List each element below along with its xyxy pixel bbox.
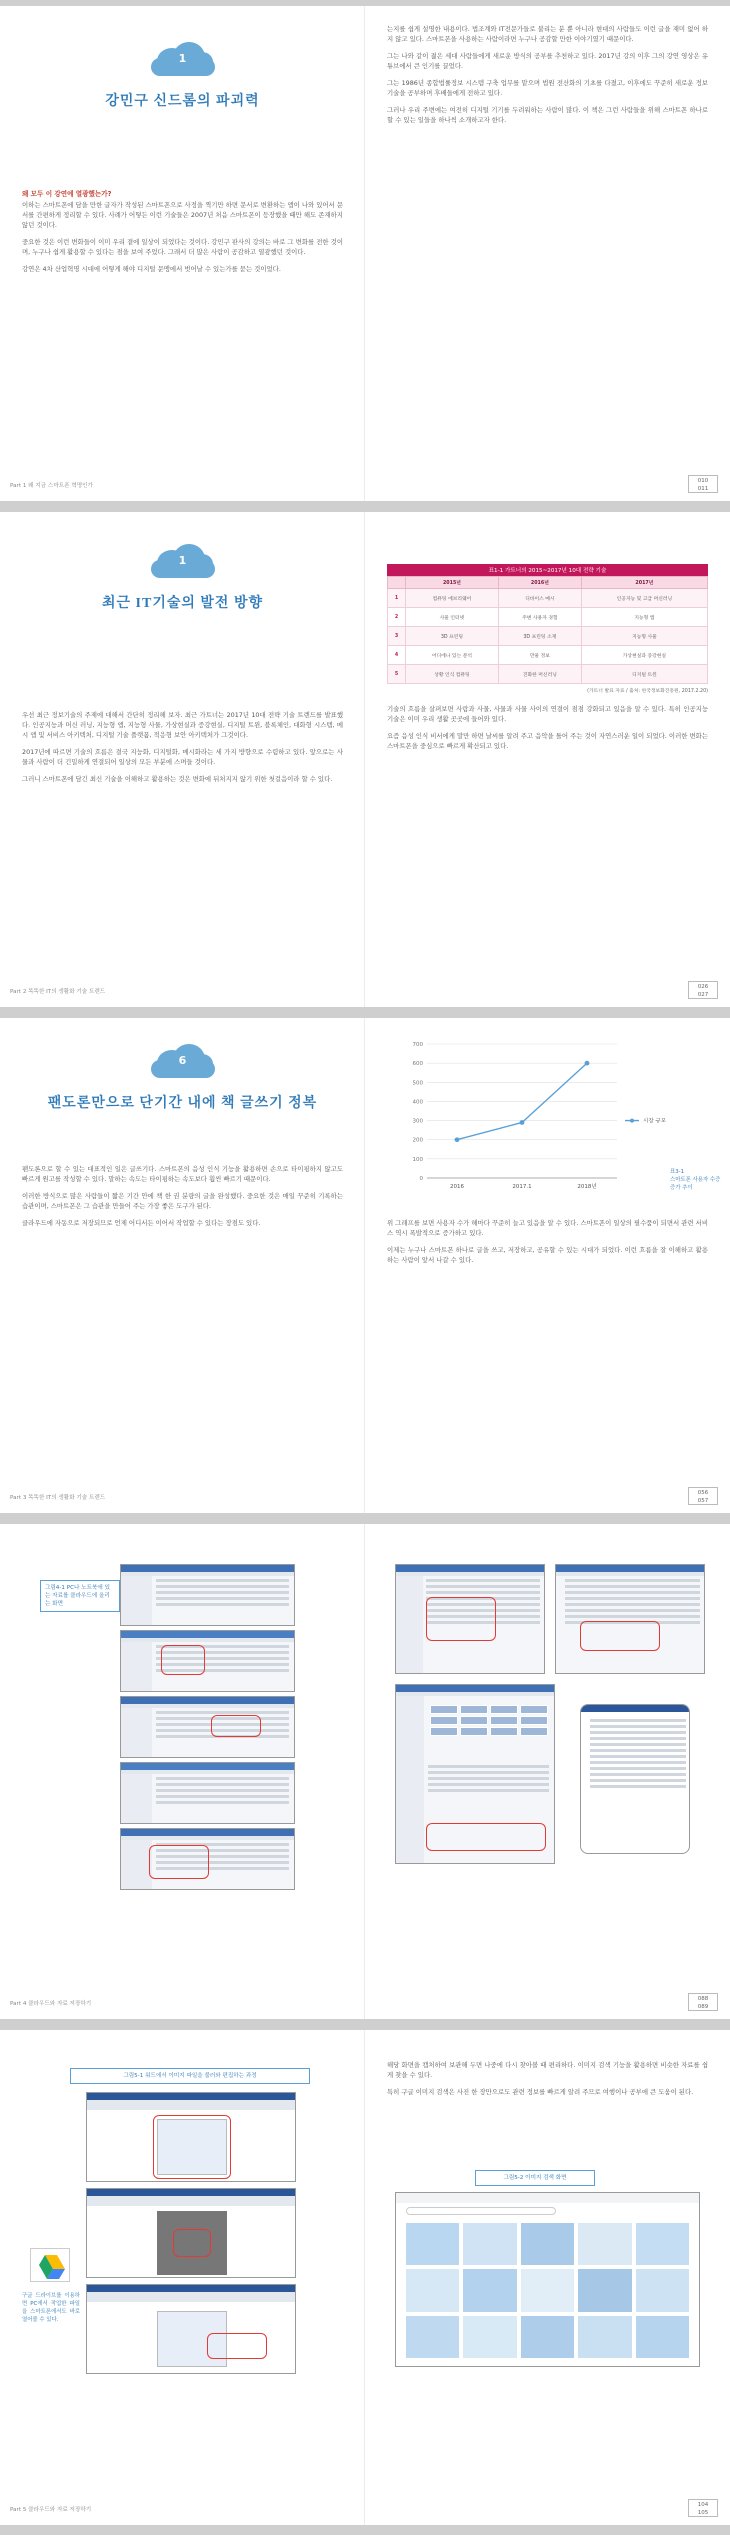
- right-page: [365, 512, 730, 1007]
- screenshot-word-1: [86, 2092, 296, 2182]
- page-number-left: 088: [697, 1996, 709, 2002]
- paragraph: 그러니 스마트폰에 담긴 최신 기술을 이해하고 활용하는 것은 변화에 뒤처지지 않기 위한 첫걸음이라 할 수 있다.: [22, 775, 333, 783]
- left-page: [0, 2030, 365, 2525]
- figure-caption: 그림5-1 워드에서 이미지 파일을 불러와 편집하는 과정: [70, 2068, 310, 2084]
- paragraph: 는지를 쉽게 설명한 내용이다. 법조계와 IT전문가들로 불리는 분 뿐 아니라 현대의 사람들도 이런 글을 재미 없어 하지 않고 있다. 스마트폰을 사용하는 사람이라면 누구나 공감할 만한 이야기였기 때문이다.: [387, 25, 708, 43]
- y-tick-label: 700: [412, 1042, 423, 1048]
- table-header: [388, 577, 406, 589]
- data-point: [520, 1120, 525, 1125]
- screenshot-drive-window: [395, 1564, 545, 1674]
- paragraph: 해당 화면을 캡처하여 보관해 두면 나중에 다시 찾아볼 때 편리하다. 이미지 검색 기능을 활용하면 비슷한 자료를 쉽게 찾을 수 있다.: [387, 2061, 708, 2079]
- table-cell: 만물 정보: [498, 646, 581, 665]
- y-tick-label: 300: [412, 1118, 423, 1125]
- screenshot-image-search: [395, 2192, 700, 2367]
- table-cell: 3: [388, 627, 406, 646]
- spread-2: [0, 512, 730, 1007]
- chapter-badge: [143, 40, 223, 84]
- paragraph: 기술의 흐름을 살펴보면 사람과 사물, 사물과 사물 사이의 연결이 점점 강화되고 있음을 알 수 있다. 특히 인공지능 기술은 이미 우리 생활 곳곳에 들어와 있다.: [387, 705, 708, 723]
- paragraph: 2017년에 따르면 기술의 흐름은 결국 지능화, 디지털화, 메시화라는 세 가지 방향으로 수렴하고 있다. 앞으로는 사물과 사람이 더 긴밀하게 연결되어 일상의 모든 부분에 스며들 것이다.: [22, 748, 343, 766]
- table-cell: 진화한 머신러닝: [498, 665, 581, 684]
- paragraph: 그러나 우리 주변에는 여전히 디지털 기기를 두려워하는 사람이 많다. 이 책은 그런 사람들을 위해 스마트폰 하나로 할 수 있는 일들을 하나씩 소개하고자 한다.: [387, 106, 708, 124]
- left-page: [0, 6, 365, 501]
- chart-caption: [670, 1168, 722, 1192]
- table-header: 2017년: [581, 577, 707, 589]
- chapter-title: 최근 IT기술의 발전 방향: [101, 596, 263, 611]
- line-chart: [387, 1030, 708, 1206]
- page-number: [688, 981, 718, 999]
- chapter-title: 강민구 신드롬의 파괴력: [105, 94, 260, 109]
- paragraph: 이제는 누구나 스마트폰 하나로 글을 쓰고, 저장하고, 공유할 수 있는 시대가 되었다. 이런 흐름을 잘 이해하고 활용하는 사람이 앞서 나갈 수 있다.: [387, 1246, 708, 1264]
- y-tick-label: 400: [412, 1099, 423, 1106]
- paragraph: 그는 1986년 종합법률정보 시스템 구축 업무를 맡으며 법원 전산화의 기초를 다졌고, 이후에도 꾸준히 새로운 정보 기술을 공부하며 후배들에게 전하고 있다.: [387, 79, 708, 97]
- screenshot-gallery: [395, 1684, 555, 1864]
- paragraph: 중요한 것은 이런 변화들이 이미 우리 곁에 일상이 되었다는 것이다. 강민구 판사의 강의는 바로 그 변화를 전한 것이며, 누구나 쉽게 활용할 수 있다는 점을 보여 주었다. 그래서 더 많은 사람이 공감하고 열광했던 것이다.: [22, 238, 343, 256]
- screenshot-word-3: [86, 2284, 296, 2374]
- table-cell: 컴퓨팅 에브리웨어: [406, 589, 499, 608]
- y-tick-label: 200: [412, 1137, 423, 1144]
- screenshot-dialog: [555, 1564, 705, 1674]
- page-number-right: 027: [697, 992, 709, 998]
- table-cell: 상황 인식 컴퓨팅: [406, 665, 499, 684]
- page-number-left: 010: [697, 478, 709, 484]
- paragraph: 이하는 스마트폰에 담을 만한 글자가 작성된 스마트폰으로 사정을 찍기만 하면 문서로 변환하는 앱이 나와 있어서 문서를 간편하게 정리할 수 있다. 사례가 어떻든 이런 기술들은 2007년 처음 스마트폰이 등장했을 때만 해도 존재하지 않던 것이다.: [22, 201, 343, 229]
- table-cell: 5: [388, 665, 406, 684]
- right-page: [365, 6, 730, 501]
- table-header: 2015년: [406, 577, 499, 589]
- paragraph: 우선 최근 정보기술의 주제에 대해서 간단히 정리해 보자. 최근 가트너는 2017년 10대 전략 기술 트렌드를 발표했다. 인공지능과 머신 러닝, 지능형 앱, 지능형 사물, 가상현실과 증강현실, 디지털 트윈, 블록체인, 대화형 시스템, 메시 앱 및 서비스 아키텍처, 디지털 기술 플랫폼, 적응형 보안 아키텍처가 그것이다.: [22, 711, 343, 739]
- paragraph: 강연은 4차 산업혁명 시대에 어떻게 해야 디지털 문맹에서 벗어날 수 있는가를 묻는 것이었다.: [22, 265, 281, 273]
- y-tick-label: 500: [412, 1080, 423, 1087]
- screenshot-files: [120, 1828, 295, 1890]
- table-cell: 지능형 앱: [581, 608, 707, 627]
- table-cell: 1: [388, 589, 406, 608]
- table-cell: 인공지능 및 고급 머신러닝: [581, 589, 707, 608]
- table-caption: 표1-1 가트너의 2015~2017년 10대 전략 기술: [387, 564, 708, 576]
- chapter-number: 1: [178, 554, 187, 567]
- screenshot-explorer: [120, 1564, 295, 1626]
- page-number-right: 105: [697, 2510, 709, 2516]
- screenshot-phone: [580, 1704, 690, 1854]
- chart-svg: [387, 1030, 708, 1206]
- screenshot-drive: [120, 1630, 295, 1692]
- table-row: [388, 627, 708, 646]
- running-footer: Part 1 왜 지금 스마트폰 혁명인가: [10, 483, 93, 489]
- x-tick-label: 2018년: [577, 1184, 597, 1190]
- table-cell: 3D 프린팅 소재: [498, 627, 581, 646]
- running-footer: Part 5 클라우드와 자료 저장하기: [10, 2507, 92, 2513]
- table-cell: 2: [388, 608, 406, 627]
- table-cell: 주변 사용자 경험: [498, 608, 581, 627]
- table-row: [388, 589, 708, 608]
- left-page: [0, 1018, 365, 1513]
- y-tick-label: 600: [412, 1061, 423, 1068]
- page-number: [688, 2499, 718, 2517]
- side-note: 구글 드라이브를 이용하면 PC에서 작업한 파일을 스마트폰에서도 바로 열어볼 수 있다.: [22, 2293, 80, 2323]
- screenshot-upload: [120, 1696, 295, 1758]
- screenshot-word-2: [86, 2188, 296, 2278]
- chapter-badge: [143, 542, 223, 586]
- page-number: [688, 1487, 718, 1505]
- table-cell: 3D 프린팅: [406, 627, 499, 646]
- table-cell: 어디에나 있는 분석: [406, 646, 499, 665]
- left-page: [0, 512, 365, 1007]
- figure-caption: 그림5-2 이미지 검색 화면: [475, 2170, 595, 2186]
- chapter-number: 1: [178, 52, 187, 65]
- data-point: [585, 1061, 590, 1066]
- right-page: [365, 1524, 730, 2019]
- y-tick-label: 0: [419, 1176, 423, 1182]
- table-cell: 디지털 트윈: [581, 665, 707, 684]
- table-cell: 4: [388, 646, 406, 665]
- paragraph: 특히 구글 이미지 검색은 사진 한 장만으로도 관련 정보를 빠르게 알려 주므로 여행이나 공부에 큰 도움이 된다.: [387, 2088, 694, 2096]
- chart-caption-title: 표3-1: [670, 1169, 685, 1175]
- x-tick-label: 2017.1: [512, 1184, 532, 1190]
- page-number-right: 089: [697, 2004, 709, 2010]
- table-row: [388, 665, 708, 684]
- page-number-left: 026: [697, 984, 709, 990]
- right-page: [365, 1018, 730, 1513]
- chapter-title: 팬도론만으로 단기간 내에 책 글쓰기 정복: [47, 1096, 318, 1111]
- chapter-badge: [143, 1042, 223, 1086]
- trend-table: [387, 576, 708, 684]
- table-cell: 디바이스 메시: [498, 589, 581, 608]
- table-source: (가트너 발표 자료 / 출처: 한국정보화진흥원, 2017.2.20): [587, 689, 708, 694]
- paragraph: 클라우드에 자동으로 저장되므로 언제 어디서든 이어서 작업할 수 있다는 장점도 있다.: [22, 1219, 261, 1227]
- spread-4: [0, 1524, 730, 2019]
- spread-3: [0, 1018, 730, 1513]
- table-header: 2016년: [498, 577, 581, 589]
- legend-marker: [630, 1119, 634, 1123]
- page-number-left: 104: [697, 2502, 709, 2508]
- table-cell: 사물 인터넷: [406, 608, 499, 627]
- page-number-right: 011: [697, 486, 709, 492]
- y-tick-label: 100: [412, 1156, 423, 1163]
- figure-callout: 그림4-1 PC나 노트북에 있는 자료를 클라우드에 올리는 화면: [40, 1580, 120, 1612]
- drive-logo: [30, 2248, 70, 2282]
- running-footer: Part 3 똑똑한 IT의 생활화 기술 트렌드: [10, 1495, 106, 1501]
- spread-5: [0, 2030, 730, 2525]
- running-footer: Part 4 클라우드와 자료 저장하기: [10, 2001, 92, 2007]
- data-point: [455, 1137, 460, 1142]
- paragraph: 팬도론으로 할 수 있는 대표적인 일은 글쓰기다. 스마트폰의 음성 인식 기능을 활용하면 손으로 타이핑하지 않고도 빠르게 원고를 작성할 수 있다. 말하는 속도는 타이핑하는 속도보다 훨씬 빠르기 때문이다.: [22, 1165, 343, 1183]
- page-number: [688, 475, 718, 493]
- x-tick-label: 2016: [450, 1184, 464, 1190]
- table-cell: 가상현실과 증강현실: [581, 646, 707, 665]
- section-heading: 왜 모두 이 강연에 열광했는가?: [22, 190, 112, 198]
- screenshot-folder: [120, 1762, 295, 1824]
- table-row: [388, 646, 708, 665]
- paragraph: 요즘 음성 인식 비서에게 말만 하면 날씨를 알려 주고 음악을 틀어 주는 것이 자연스러운 일이 되었다. 이러한 변화는 스마트폰을 중심으로 빠르게 확산되고 있다.: [387, 732, 708, 750]
- left-page: [0, 1524, 365, 2019]
- chapter-number: 6: [178, 1054, 187, 1067]
- page-number: [688, 1993, 718, 2011]
- page-number-left: 056: [697, 1490, 709, 1496]
- table-cell: 지능형 사물: [581, 627, 707, 646]
- paragraph: 그는 나와 같이 젊은 세대 사람들에게 새로운 방식의 공부를 추천하고 있다. 2017년 강의 이후 그의 강연 영상은 유튜브에서 큰 인기를 끌었다.: [387, 52, 708, 70]
- table-row: [388, 608, 708, 627]
- legend-label: 시장 규모: [643, 1118, 667, 1125]
- right-page: [365, 2030, 730, 2525]
- running-footer: Part 2 똑똑한 IT의 생활화 기술 트렌드: [10, 989, 106, 995]
- page-number-right: 057: [697, 1498, 709, 1504]
- chart-caption-text: 스마트폰 사용자 수증 증가 추이: [670, 1177, 721, 1191]
- paragraph: 위 그래프를 보면 사용자 수가 해마다 꾸준히 늘고 있음을 알 수 있다. 스마트폰이 일상의 필수품이 되면서 관련 서비스 역시 폭발적으로 증가하고 있다.: [387, 1219, 708, 1237]
- spread-1: [0, 6, 730, 501]
- paragraph: 이러한 방식으로 많은 사람들이 짧은 기간 안에 책 한 권 분량의 글을 완성했다. 중요한 것은 매일 꾸준히 기록하는 습관이며, 스마트폰은 그 습관을 만들어 주는 가장 좋은 도구가 된다.: [22, 1192, 343, 1210]
